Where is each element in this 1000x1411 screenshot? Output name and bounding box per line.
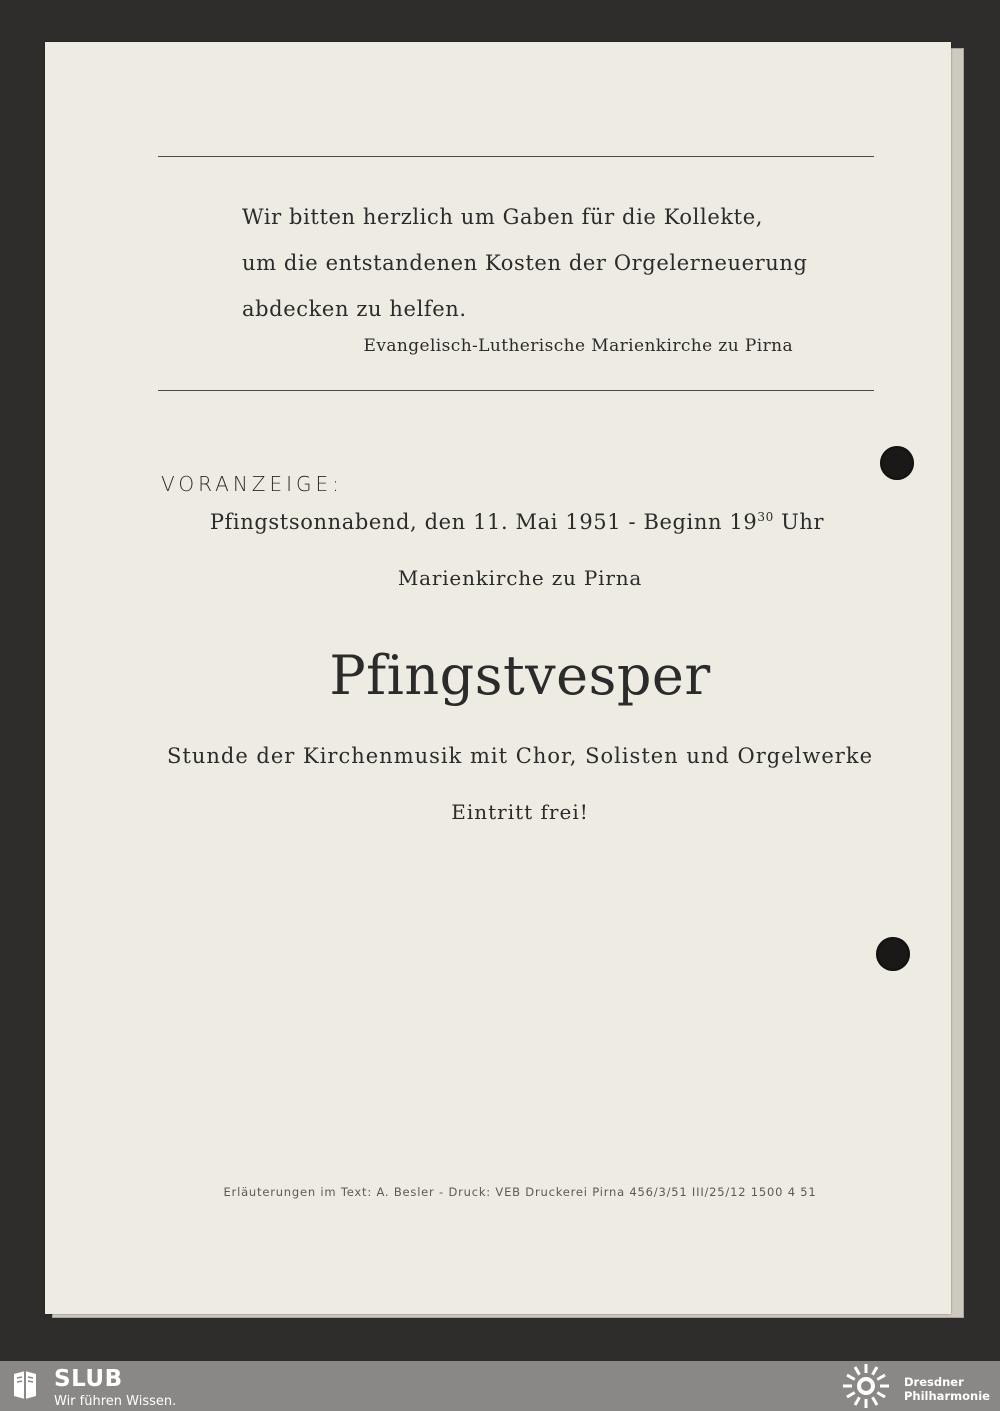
preannouncement-label: VORANZEIGE: <box>161 472 343 496</box>
appeal-line-1: Wir bitten herzlich um Gaben für die Kollekte, <box>242 205 764 229</box>
donation-appeal <box>242 194 808 332</box>
footer-bar <box>0 1361 1000 1411</box>
event-date-text: Pfingstsonnabend, den 11. Mai 1951 - Beginn 19 <box>209 510 758 534</box>
event-time-superscript: 30 <box>757 510 774 524</box>
event-date-line <box>45 510 989 534</box>
appeal-line-2: um die entstandenen Kosten der Orgelerneuerung <box>242 251 808 275</box>
event-subtitle: Stunde der Kirchenmusik mit Chor, Solisten und Orgelwerke <box>167 744 873 768</box>
event-title: Pfingstvesper <box>329 644 711 707</box>
slub-tagline: Wir führen Wissen. <box>54 1394 177 1409</box>
printer-imprint: Erläuterungen im Text: A. Besler - Druck: VEB Druckerei Pirna 456/3/51 III/25/12 1500 4 51 <box>223 1185 817 1199</box>
event-venue: Marienkirche zu Pirna <box>397 566 643 590</box>
event-time-suffix: Uhr <box>773 510 825 534</box>
philharmonie-name-line-2: Philharmonie <box>904 1389 990 1403</box>
admission-note: Eintritt frei! <box>451 800 589 824</box>
bottom-divider <box>158 390 874 391</box>
philharmonie-name-line-1: Dresdner <box>904 1375 964 1389</box>
philharmonie-name <box>904 1375 990 1403</box>
slub-logo-icon <box>11 1370 39 1400</box>
top-divider <box>158 156 874 157</box>
punch-hole-lower <box>876 937 910 971</box>
philharmonie-logo-icon <box>840 1363 892 1409</box>
appeal-line-3: abdecken zu helfen. <box>242 297 467 321</box>
appeal-signature: Evangelisch-Lutherische Marienkirche zu Pirna <box>363 336 793 356</box>
punch-hole-upper <box>880 446 914 480</box>
slub-name: SLUB <box>54 1366 123 1392</box>
program-page <box>45 42 951 1314</box>
